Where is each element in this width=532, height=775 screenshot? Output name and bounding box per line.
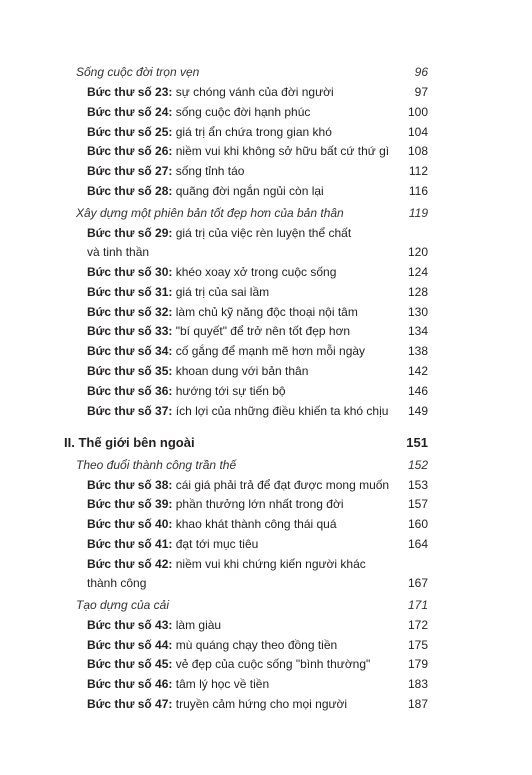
letter-title: quãng đời ngắn ngủi còn lại <box>172 184 324 198</box>
letter-title: đạt tới mục tiêu <box>172 537 259 551</box>
toc-entry <box>0 382 532 402</box>
letter-number: Bức thư số 30: <box>87 265 173 279</box>
letter-title: khoan dung với bản thân <box>172 364 309 378</box>
page-number: 160 <box>407 517 428 531</box>
toc-entry-text <box>87 182 324 202</box>
letter-number: Bức thư số 28: <box>87 184 173 198</box>
letter-number: Bức thư số 41: <box>87 537 173 551</box>
toc-entry <box>0 103 532 123</box>
toc-heading-text: thành công <box>87 576 147 590</box>
toc-entry-text <box>87 515 337 535</box>
page-number: 187 <box>407 697 428 711</box>
letter-title: cố gắng để mạnh mẽ hơn mỗi ngày <box>172 344 366 358</box>
page-number: 130 <box>407 305 428 319</box>
toc-entry <box>0 535 532 555</box>
letter-title: khéo xoay xở trong cuộc sống <box>172 265 337 279</box>
page-number: 183 <box>407 677 428 691</box>
toc-entry <box>0 224 532 244</box>
letter-number: Bức thư số 29: <box>87 226 173 240</box>
toc-entry-text <box>87 495 344 515</box>
page-number: 149 <box>407 404 428 418</box>
letter-title: niềm vui khi không sở hữu bất cứ thứ gì <box>172 144 390 158</box>
toc-entry <box>0 362 532 382</box>
page-number: 146 <box>407 384 428 398</box>
toc-entry <box>0 402 532 422</box>
page-number: 167 <box>407 576 428 590</box>
letter-title: ích lợi của những điều khiến ta khó chịu <box>172 404 389 418</box>
toc-entry-text <box>87 123 332 143</box>
toc-entry <box>0 616 532 636</box>
page-number: 138 <box>407 344 428 358</box>
toc-entry <box>0 322 532 342</box>
toc-heading-text: Tạo dựng của cải <box>76 598 169 612</box>
page-number: 171 <box>407 598 428 612</box>
page-number: 151 <box>406 435 428 450</box>
letter-title: phần thưởng lớn nhất trong đời <box>172 497 344 511</box>
letter-title: sống cuộc đời hạnh phúc <box>172 105 311 119</box>
toc-entry-text <box>87 382 286 402</box>
letter-title: giá trị của việc rèn luyện thể chất <box>172 226 352 240</box>
page-number: 96 <box>414 65 428 79</box>
page-number: 152 <box>407 458 428 472</box>
letter-number: Bức thư số 44: <box>87 638 173 652</box>
letter-number: Bức thư số 27: <box>87 164 173 178</box>
toc-section-heading <box>0 456 532 476</box>
letter-number: Bức thư số 26: <box>87 144 173 158</box>
toc-entry <box>0 495 532 515</box>
letter-title: truyền cảm hứng cho mọi người <box>172 697 348 711</box>
toc-entry-text <box>87 535 258 555</box>
page-number: 128 <box>407 285 428 299</box>
toc-entry-continuation <box>0 574 532 594</box>
toc-entry-text <box>87 362 308 382</box>
toc-entry-text <box>87 476 389 496</box>
toc-entry <box>0 142 532 162</box>
toc-entry-text <box>87 636 337 656</box>
page-number: 104 <box>407 125 428 139</box>
page-number: 179 <box>407 657 428 671</box>
toc-entry <box>0 515 532 535</box>
toc-entry-text <box>87 342 365 362</box>
page-number: 172 <box>407 618 428 632</box>
toc-entry <box>0 636 532 656</box>
letter-number: Bức thư số 24: <box>87 105 173 119</box>
page-number: 175 <box>407 638 428 652</box>
toc-entry <box>0 303 532 323</box>
page-number: 120 <box>407 245 428 259</box>
toc-entry-text <box>87 616 221 636</box>
toc-heading-text: Theo đuổi thành công trần thế <box>76 458 237 472</box>
toc-section-heading <box>0 63 532 83</box>
toc-heading-text: Sống cuộc đời trọn vẹn <box>76 65 200 79</box>
toc-heading-text: Xây dựng một phiên bản tốt đẹp hơn của bản thân <box>76 206 344 220</box>
letter-number: Bức thư số 38: <box>87 478 173 492</box>
toc-entry-text <box>87 263 336 283</box>
toc-entry <box>0 283 532 303</box>
toc-entry-text <box>87 402 388 422</box>
toc-heading-text: II. Thế giới bên ngoài <box>64 435 195 450</box>
toc-entry <box>0 263 532 283</box>
toc-entry <box>0 342 532 362</box>
toc-entry-text <box>87 162 244 182</box>
page-number: 157 <box>407 497 428 511</box>
page-number: 164 <box>407 537 428 551</box>
toc-entry <box>0 655 532 675</box>
letter-number: Bức thư số 32: <box>87 305 173 319</box>
letter-number: Bức thư số 45: <box>87 657 173 671</box>
page-number: 153 <box>407 478 428 492</box>
letter-title: tâm lý học về tiền <box>172 677 270 691</box>
page-number: 142 <box>407 364 428 378</box>
toc-section-heading <box>0 204 532 224</box>
letter-number: Bức thư số 42: <box>87 557 173 571</box>
toc-entry <box>0 675 532 695</box>
letter-title: khao khát thành công thái quá <box>172 517 337 531</box>
page-number: 124 <box>407 265 428 279</box>
toc-entry-text <box>87 283 269 303</box>
toc-entry-text <box>87 655 370 675</box>
letter-number: Bức thư số 33: <box>87 324 173 338</box>
page-number: 134 <box>407 324 428 338</box>
page-number: 97 <box>414 85 428 99</box>
toc-entry-continuation <box>0 243 532 263</box>
letter-number: Bức thư số 40: <box>87 517 173 531</box>
letter-number: Bức thư số 35: <box>87 364 173 378</box>
letter-title: làm chủ kỹ năng độc thoại nội tâm <box>172 305 358 319</box>
toc-entry <box>0 476 532 496</box>
toc-part-heading <box>0 433 532 453</box>
toc-entry <box>0 162 532 182</box>
letter-title: hướng tới sự tiến bộ <box>172 384 286 398</box>
letter-title: "bí quyết" để trở nên tốt đẹp hơn <box>172 324 351 338</box>
letter-number: Bức thư số 46: <box>87 677 173 691</box>
letter-number: Bức thư số 37: <box>87 404 173 418</box>
page-number: 119 <box>408 206 428 220</box>
letter-number: Bức thư số 36: <box>87 384 173 398</box>
letter-number: Bức thư số 34: <box>87 344 173 358</box>
toc-entry <box>0 123 532 143</box>
toc-entry-text <box>87 555 366 575</box>
letter-title: giá trị của sai lầm <box>172 285 270 299</box>
toc-entry-text <box>87 103 310 123</box>
letter-number: Bức thư số 43: <box>87 618 173 632</box>
toc-entry <box>0 695 532 715</box>
letter-number: Bức thư số 31: <box>87 285 173 299</box>
letter-title: niềm vui khi chứng kiến người khác <box>172 557 366 571</box>
letter-title: cái giá phải trả để đạt được mong muốn <box>172 478 390 492</box>
toc-entry <box>0 83 532 103</box>
letter-number: Bức thư số 23: <box>87 85 173 99</box>
page-number: 112 <box>408 164 428 178</box>
letter-title: sự chóng vánh của đời người <box>172 85 334 99</box>
toc-section-heading <box>0 596 532 616</box>
toc-entry-text <box>87 675 269 695</box>
toc-entry <box>0 555 532 575</box>
letter-title: sống tỉnh táo <box>172 164 245 178</box>
toc-heading-text: và tinh thần <box>87 245 150 259</box>
toc-entry <box>0 182 532 202</box>
toc-entry-text <box>87 224 351 244</box>
letter-number: Bức thư số 47: <box>87 697 173 711</box>
toc-entry-text <box>87 142 389 162</box>
letter-title: làm giàu <box>172 618 222 632</box>
page-number: 100 <box>407 105 428 119</box>
page-number: 108 <box>407 144 428 158</box>
letter-number: Bức thư số 39: <box>87 497 173 511</box>
letter-title: vẻ đẹp của cuộc sống "bình thường" <box>172 657 371 671</box>
page-number: 116 <box>408 184 428 198</box>
toc-entry-text <box>87 83 334 103</box>
letter-number: Bức thư số 25: <box>87 125 173 139</box>
toc-entry-text <box>87 695 347 715</box>
toc-entry-text <box>87 303 358 323</box>
toc-entry-text <box>87 322 350 342</box>
letter-title: giá trị ẩn chứa trong gian khó <box>172 125 332 139</box>
letter-title: mù quáng chạy theo đồng tiền <box>172 638 338 652</box>
